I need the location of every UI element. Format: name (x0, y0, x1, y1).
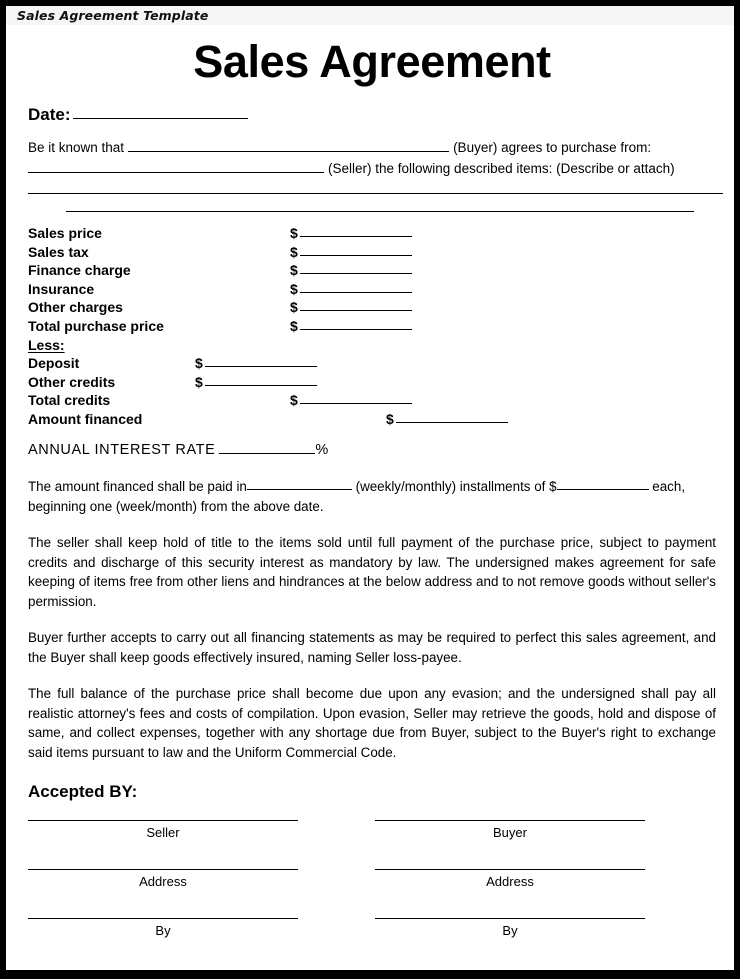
intro-seller-suffix-text: (Seller) the following described items: (Describe or attach) (328, 160, 675, 176)
accepted-by-heading: Accepted BY: (28, 782, 138, 802)
price-row (28, 410, 722, 429)
price-row (28, 224, 722, 243)
intro-buyer-suffix-text: (Buyer) agrees to purchase from: (453, 139, 652, 155)
signature-row-spacer (28, 891, 722, 918)
intro-line-seller (28, 158, 722, 179)
price-row-label: Amount financed (28, 410, 143, 427)
price-amount-blank-field[interactable] (300, 280, 412, 292)
price-amount-blank-field[interactable] (396, 410, 508, 422)
signature-column-right (375, 820, 722, 842)
installments-text-part4: beginning one (week/month) from the above date. (28, 498, 324, 514)
price-row-label: Sales tax (28, 243, 89, 260)
signature-column-left (28, 918, 375, 940)
template-name-label: Sales Agreement Template (17, 8, 209, 23)
price-row (28, 373, 722, 392)
price-row (28, 391, 722, 410)
page-title: Sales Agreement (193, 36, 551, 87)
date-label: Date: (28, 104, 71, 124)
signature-caption: By (502, 923, 518, 939)
percent-sign-label: % (315, 442, 329, 459)
price-row-amount (290, 261, 412, 280)
signature-row (28, 918, 722, 940)
price-row-label: Finance charge (28, 262, 131, 279)
price-amount-blank-field[interactable] (300, 224, 412, 236)
paragraph-financing-statements: Buyer further accepts to carry out all financing statements as may be required to perfect this sales agreement, and the Buyer shall keep goods effectively insured, naming Seller loss-payee. (28, 630, 716, 665)
price-amount-blank-field[interactable] (300, 317, 412, 329)
annual-interest-rate-blank-field[interactable] (219, 442, 315, 455)
installments-frequency-blank-field[interactable] (247, 478, 352, 490)
intro-line-buyer (28, 137, 722, 158)
price-row-amount (195, 354, 317, 373)
price-row (28, 336, 722, 355)
annual-interest-rate-row (28, 440, 722, 460)
dollar-sign-icon: $ (290, 224, 298, 241)
paragraph-installments (28, 477, 716, 516)
price-row (28, 243, 722, 262)
paragraph-title-retention: The seller shall keep hold of title to the items sold until full payment of the purchase price, subject to payment credits and discharge of this security interest as mandatory by law. The undersigned makes agreement for safe keeping of items free from other liens and hindrances at the below address and to not remove goods without seller's permission. (28, 535, 716, 609)
signature-caption: By (155, 923, 171, 939)
price-row (28, 317, 722, 336)
price-row-amount (290, 317, 412, 336)
signature-column-right (375, 869, 722, 891)
signature-caption: Seller (146, 825, 180, 841)
template-header-band (6, 6, 734, 25)
installments-text-part2: (weekly/monthly) installments of $ (355, 479, 557, 495)
date-blank-field[interactable] (73, 104, 248, 119)
signature-column-right (375, 918, 722, 940)
price-amount-blank-field[interactable] (300, 243, 412, 255)
price-row-amount (195, 373, 317, 392)
signature-caption: Buyer (493, 825, 527, 841)
price-amount-blank-field[interactable] (205, 355, 317, 367)
price-row (28, 261, 722, 280)
price-row-label: Deposit (28, 355, 80, 372)
price-row-label: Less: (28, 336, 65, 353)
description-blank-line-1[interactable] (28, 193, 723, 194)
signature-caption: Address (139, 874, 187, 890)
price-row-label: Total credits (28, 392, 111, 409)
price-row (28, 354, 722, 373)
price-row-label: Other credits (28, 373, 116, 390)
description-blank-line-2[interactable] (66, 211, 694, 212)
dollar-sign-icon: $ (290, 243, 298, 260)
price-row-label: Other charges (28, 299, 123, 316)
dollar-sign-icon: $ (195, 373, 203, 390)
dollar-sign-icon: $ (195, 355, 203, 372)
signature-block (28, 820, 722, 940)
annual-interest-rate-label: ANNUAL INTEREST RATE (28, 442, 216, 459)
paragraph-default-remedies: The full balance of the purchase price shall become due upon any evasion; and the undersigned shall pay all realistic attorney's fees and costs of compilation. Upon evasion, Seller may retrieve the goods, hold and dispose of same, and collect expenses, together with any shortage due from Buyer, subject to the Buyer's right to exchange said items pursuant to law and the Uniform Commercial Code. (28, 686, 716, 760)
price-row-amount (290, 243, 412, 262)
signature-caption: Address (486, 874, 534, 890)
installment-amount-blank-field[interactable] (557, 478, 649, 490)
dollar-sign-icon: $ (386, 410, 394, 427)
price-row-label: Sales price (28, 224, 102, 241)
signature-column-left (28, 820, 375, 842)
signature-row (28, 869, 722, 891)
price-row-amount (290, 391, 412, 410)
dollar-sign-icon: $ (290, 262, 298, 279)
dollar-sign-icon: $ (290, 392, 298, 409)
signature-column-left (28, 869, 375, 891)
price-row-amount (290, 298, 412, 317)
signature-row-spacer (28, 842, 722, 869)
price-breakdown-table (28, 224, 722, 429)
description-rules-block (22, 193, 722, 212)
dollar-sign-icon: $ (290, 317, 298, 334)
signature-row (28, 820, 722, 842)
price-amount-blank-field[interactable] (300, 392, 412, 404)
intro-prefix-text: Be it known that (28, 139, 125, 155)
price-row-amount (386, 410, 508, 429)
date-row (28, 104, 722, 125)
installments-text-part3: each, (652, 479, 686, 495)
dollar-sign-icon: $ (290, 280, 298, 297)
seller-name-blank-field[interactable] (28, 161, 324, 173)
price-row (28, 280, 722, 299)
installments-text-part1: The amount financed shall be paid in (28, 479, 247, 495)
price-row-amount (290, 224, 412, 243)
intro-block (28, 137, 722, 179)
price-row-amount (290, 280, 412, 299)
price-amount-blank-field[interactable] (300, 299, 412, 311)
price-row-label: Insurance (28, 280, 95, 297)
price-amount-blank-field[interactable] (205, 373, 317, 385)
dollar-sign-icon: $ (290, 299, 298, 316)
price-row (28, 298, 722, 317)
document-content (6, 36, 734, 940)
buyer-name-blank-field[interactable] (128, 140, 449, 152)
price-amount-blank-field[interactable] (300, 262, 412, 274)
price-row-label: Total purchase price (28, 317, 164, 334)
